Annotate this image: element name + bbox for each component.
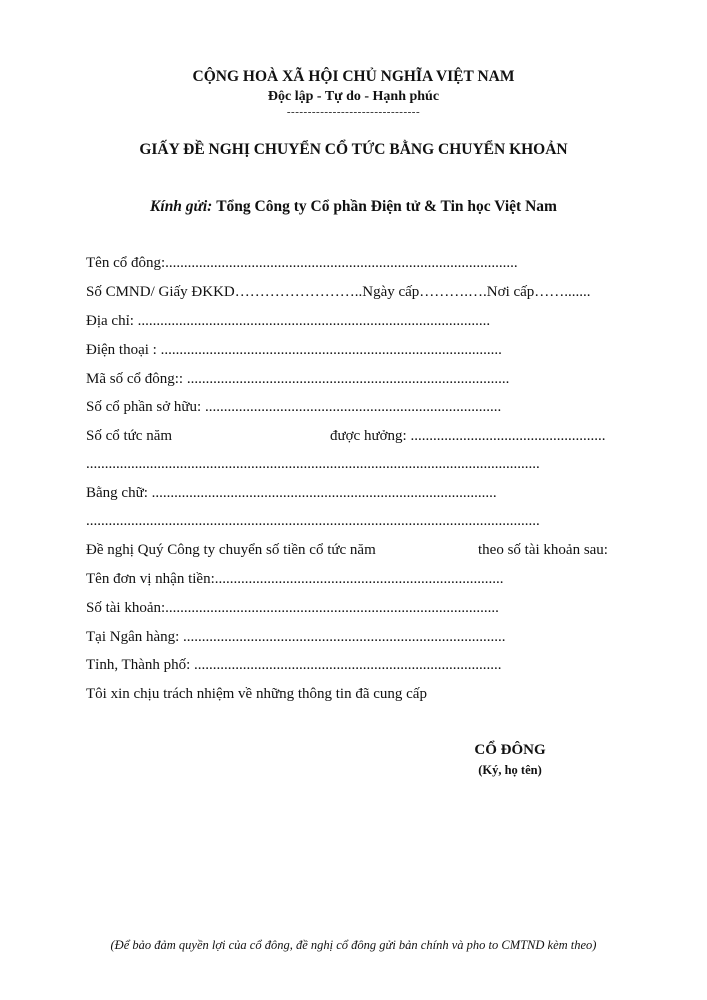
header-divider: -------------------------------- [286, 106, 421, 118]
phone-field[interactable]: Điện thoại : ........................................................................................... [86, 342, 502, 358]
bank-field[interactable]: Tại Ngân hàng: ...................................................................................... [86, 629, 506, 645]
entitled-amount-field[interactable]: được hưởng: .................................................... [330, 428, 606, 444]
id-number-field[interactable]: Số CMND/ Giấy ĐKKD……………………..Ngày cấp……….….Nơi cấp……....... [86, 284, 591, 300]
recipient-name-field[interactable]: Tên đơn vị nhận tiền:............................................................................. [86, 571, 504, 587]
dividend-continuation-line[interactable]: ......................................................................................................................... [86, 456, 540, 472]
dividend-year-label: Số cổ tức năm [86, 428, 173, 444]
signature-note: (Ký, họ tên) [478, 763, 542, 777]
addressee-line [0, 198, 707, 216]
national-motto: Độc lập - Tự do - Hạnh phúc [267, 89, 440, 104]
shareholder-code-field[interactable]: Mã số cổ đông:: ...................................................................................... [86, 371, 510, 387]
country-name: CỘNG HOÀ XÃ HỘI CHỦ NGHĨA VIỆT NAM [192, 68, 515, 85]
account-number-field[interactable]: Số tài khoản:......................................................................................... [86, 600, 499, 616]
request-text: Đề nghị Quý Công ty chuyển số tiền cổ tức năm [86, 542, 376, 558]
document-title: GIẤY ĐỀ NGHỊ CHUYỂN CỔ TỨC BẰNG CHUYỂN KHOẢN [139, 141, 568, 158]
footnote: (Để bảo đảm quyền lợi của cổ đông, đề nghị cổ đông gửi bản chính và pho to CMTND kèm theo) [110, 938, 597, 952]
shareholder-name-field[interactable]: Tên cổ đông:.............................................................................................. [86, 255, 518, 271]
signature-title: CỔ ĐÔNG [474, 742, 546, 758]
addressee-name: Tổng Công ty Cổ phần Điện tử & Tin học Việt Nam [216, 198, 557, 215]
province-field[interactable]: Tỉnh, Thành phố: .................................................................................. [86, 657, 502, 673]
address-field[interactable]: Địa chỉ: .............................................................................................. [86, 313, 491, 329]
addressee-label: Kính gửi: [150, 198, 213, 215]
request-text-end: theo số tài khoản sau: [478, 542, 608, 558]
amount-in-words-field[interactable]: Bằng chữ: ............................................................................................ [86, 485, 497, 501]
shares-owned-field[interactable]: Số cổ phần sở hữu: ............................................................................... [86, 399, 502, 415]
declaration-text: Tôi xin chịu trách nhiệm về những thông tin đã cung cấp [86, 686, 427, 702]
words-continuation-line[interactable]: ......................................................................................................................... [86, 513, 540, 529]
